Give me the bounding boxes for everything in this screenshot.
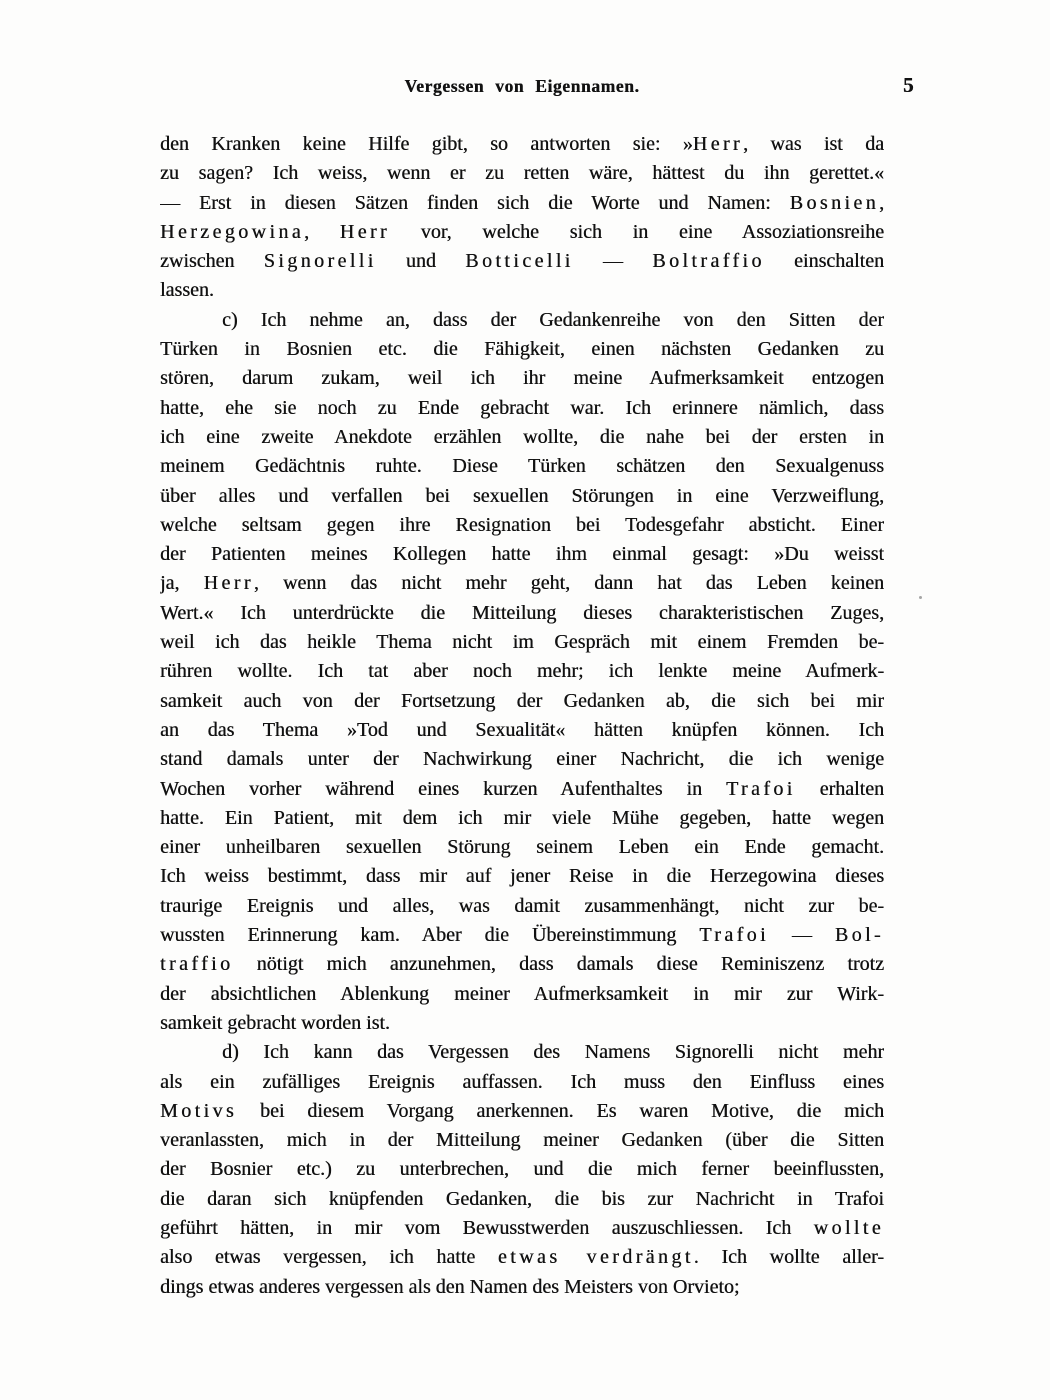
text-segment: d) Ich kann das Vergessen des Namens Signorelli nicht mehr xyxy=(222,1041,884,1064)
text-segment: nötigt mich anzunehmen, dass damals diese Reminiszenz trotz xyxy=(233,953,884,976)
text-line xyxy=(160,189,884,218)
text-segment: veranlassten, mich in der Mitteilung meiner Gedanken (über die Sitten xyxy=(160,1129,884,1152)
text-segment: rühren wollte. Ich tat aber noch mehr; ich lenkte meine Aufmerk- xyxy=(160,660,884,683)
text-line xyxy=(160,306,884,335)
letterspaced-text: Herr xyxy=(339,220,390,243)
text-segment: — Erst in diesen Sätzen finden sich die Worte und Namen: xyxy=(160,191,790,214)
text-line xyxy=(160,394,884,423)
text-segment: und xyxy=(376,250,466,273)
text-line xyxy=(160,833,884,862)
text-segment: ich eine zweite Anekdote erzählen wollte, die nahe bei der ersten in xyxy=(160,425,884,448)
text-line xyxy=(160,716,884,745)
letterspaced-text: etwas verdrängt xyxy=(497,1246,694,1269)
text-segment: als ein zufälliges Ereignis auffassen. Ich muss den Einfluss eines xyxy=(160,1070,884,1093)
text-line xyxy=(160,804,884,833)
letterspaced-text: wollte xyxy=(813,1216,884,1239)
text-line xyxy=(160,921,884,950)
text-block xyxy=(160,130,884,1302)
text-line xyxy=(160,276,884,305)
text-segment: die daran sich knüpfenden Gedanken, die bis zur Nachricht in Trafoi xyxy=(160,1187,884,1210)
text-line xyxy=(160,1214,884,1243)
text-segment: einschalten xyxy=(764,250,884,273)
text-line xyxy=(160,687,884,716)
text-segment: ja, xyxy=(160,572,204,595)
text-line xyxy=(160,1097,884,1126)
letterspaced-text: Bol- xyxy=(834,924,884,947)
text-segment: stand damals unter der Nachwirkung einer Nachricht, die ich wenige xyxy=(160,748,884,771)
text-line xyxy=(160,1185,884,1214)
text-segment: Ich weiss bestimmt, dass mir auf jener Reise in die Herzegowina dieses xyxy=(160,865,884,888)
text-segment: meinem Gedächtnis ruhte. Diese Türken schätzen den Sexualgenuss xyxy=(160,455,884,478)
text-line xyxy=(160,1155,884,1184)
letterspaced-text: Boltraffio xyxy=(652,250,765,273)
text-segment: c) Ich nehme an, dass der Gedankenreihe von den Sitten der xyxy=(222,308,884,331)
text-segment: über alles und verfallen bei sexuellen Störungen in eine Verzweiflung, xyxy=(160,484,884,507)
text-segment: lassen. xyxy=(160,279,214,302)
text-segment: — xyxy=(573,250,653,273)
text-segment: welche seltsam gegen ihre Resignation bei Todesgefahr absticht. Einer xyxy=(160,513,884,536)
text-segment: . Ich wollte aller- xyxy=(693,1246,884,1269)
text-segment: der Bosnier etc.) zu unterbrechen, und die mich ferner beeinflussten, xyxy=(160,1158,884,1181)
text-segment: vor, welche sich in eine Assoziationsreihe xyxy=(390,220,884,243)
text-segment: , xyxy=(879,191,884,214)
text-line xyxy=(160,335,884,364)
text-segment: , was ist da xyxy=(743,133,884,155)
text-segment: weil ich das heikle Thema nicht im Gespräch mit einem Fremden be- xyxy=(160,631,884,654)
text-segment: zwischen xyxy=(160,250,264,273)
letterspaced-text: Motivs xyxy=(160,1099,238,1122)
text-segment: stören, darum zukam, weil ich ihr meine Aufmerksamkeit entzogen xyxy=(160,367,884,390)
letterspaced-text: Signorelli xyxy=(263,250,377,273)
text-line xyxy=(160,159,884,188)
text-line xyxy=(160,218,884,247)
text-line xyxy=(160,452,884,481)
text-segment: hatte. Ein Patient, mit dem ich mir viele Mühe gegeben, hatte wegen xyxy=(160,806,884,829)
text-segment: Wert.« Ich unterdrückte die Mitteilung dieses charakteristischen Zuges, xyxy=(160,601,884,624)
text-segment: geführt hätten, in mir vom Bewusstwerden auszuschliessen. Ich xyxy=(160,1216,814,1239)
text-line xyxy=(160,950,884,979)
text-segment: erhalten xyxy=(795,777,884,800)
text-segment: dings etwas anderes vergessen als den Namen des Meisters von Orvieto; xyxy=(160,1275,740,1298)
text-segment: wussten Erinnerung kam. Aber die Übereinstimmung xyxy=(160,924,700,947)
text-segment: der absichtlichen Ablenkung meiner Aufmerksamkeit in mir zur Wirk- xyxy=(160,982,884,1005)
text-line xyxy=(160,1273,884,1302)
letterspaced-text: Bosnien xyxy=(789,191,879,214)
text-line xyxy=(160,511,884,540)
text-segment: traurige Ereignis und alles, was damit zusammenhängt, nicht zur be- xyxy=(160,894,884,917)
text-segment: an das Thema »Tod und Sexualität« hätten knüpfen können. Ich xyxy=(160,718,884,741)
text-line xyxy=(160,1068,884,1097)
text-line xyxy=(160,775,884,804)
text-line xyxy=(160,745,884,774)
text-segment: Wochen vorher während eines kurzen Aufenthaltes in xyxy=(160,777,726,800)
letterspaced-text: Herr xyxy=(203,572,254,595)
letterspaced-text: Botticelli xyxy=(465,250,574,273)
text-segment: also etwas vergessen, ich hatte xyxy=(160,1246,498,1269)
running-head-title: Vergessen von Eigennamen. xyxy=(404,76,640,96)
text-line xyxy=(160,1243,884,1272)
text-line xyxy=(160,1038,884,1067)
letterspaced-text: Herr xyxy=(692,133,743,155)
letterspaced-text: Trafoi xyxy=(699,924,769,947)
text-line xyxy=(160,540,884,569)
page-number: 5 xyxy=(903,73,914,97)
text-segment: bei diesem Vorgang anerkennen. Es waren Motive, die mich xyxy=(237,1099,884,1122)
text-segment: — xyxy=(768,924,835,947)
text-segment: einer unheilbaren sexuellen Störung seinem Leben ein Ende gemacht. xyxy=(160,836,884,859)
text-segment: , wenn das nicht mehr geht, dann hat das Leben keinen xyxy=(253,572,884,595)
text-segment: samkeit gebracht worden ist. xyxy=(160,1011,390,1034)
letterspaced-text: Trafoi xyxy=(725,777,796,800)
text-line xyxy=(160,482,884,511)
text-line xyxy=(160,364,884,393)
text-line xyxy=(160,569,884,598)
letterspaced-text: traffio xyxy=(160,953,234,976)
text-line xyxy=(160,1009,884,1038)
text-segment: der Patienten meines Kollegen hatte ihm einmal gesagt: »Du weisst xyxy=(160,543,884,566)
scan-artifact-dot xyxy=(919,596,922,599)
text-line xyxy=(160,599,884,628)
letterspaced-text: Herzegowina xyxy=(160,220,305,243)
text-line xyxy=(160,1126,884,1155)
text-segment: zu sagen? Ich weiss, wenn er zu retten wäre, hättest du ihn gerettet.« xyxy=(160,162,884,185)
text-line xyxy=(160,130,884,159)
text-line xyxy=(160,657,884,686)
text-line xyxy=(160,862,884,891)
text-segment: samkeit auch von der Fortsetzung der Gedanken ab, die sich bei mir xyxy=(160,689,884,712)
text-segment: , xyxy=(304,220,340,243)
text-segment: hatte, ehe sie noch zu Ende gebracht war. Ich erinnere nämlich, dass xyxy=(160,396,884,419)
text-line xyxy=(160,892,884,921)
text-segment: den Kranken keine Hilfe gibt, so antworten sie: » xyxy=(160,133,693,155)
text-line xyxy=(160,247,884,276)
text-line xyxy=(160,980,884,1009)
text-line xyxy=(160,628,884,657)
text-line xyxy=(160,423,884,452)
text-segment: Türken in Bosnien etc. die Fähigkeit, einen nächsten Gedanken zu xyxy=(160,338,884,361)
